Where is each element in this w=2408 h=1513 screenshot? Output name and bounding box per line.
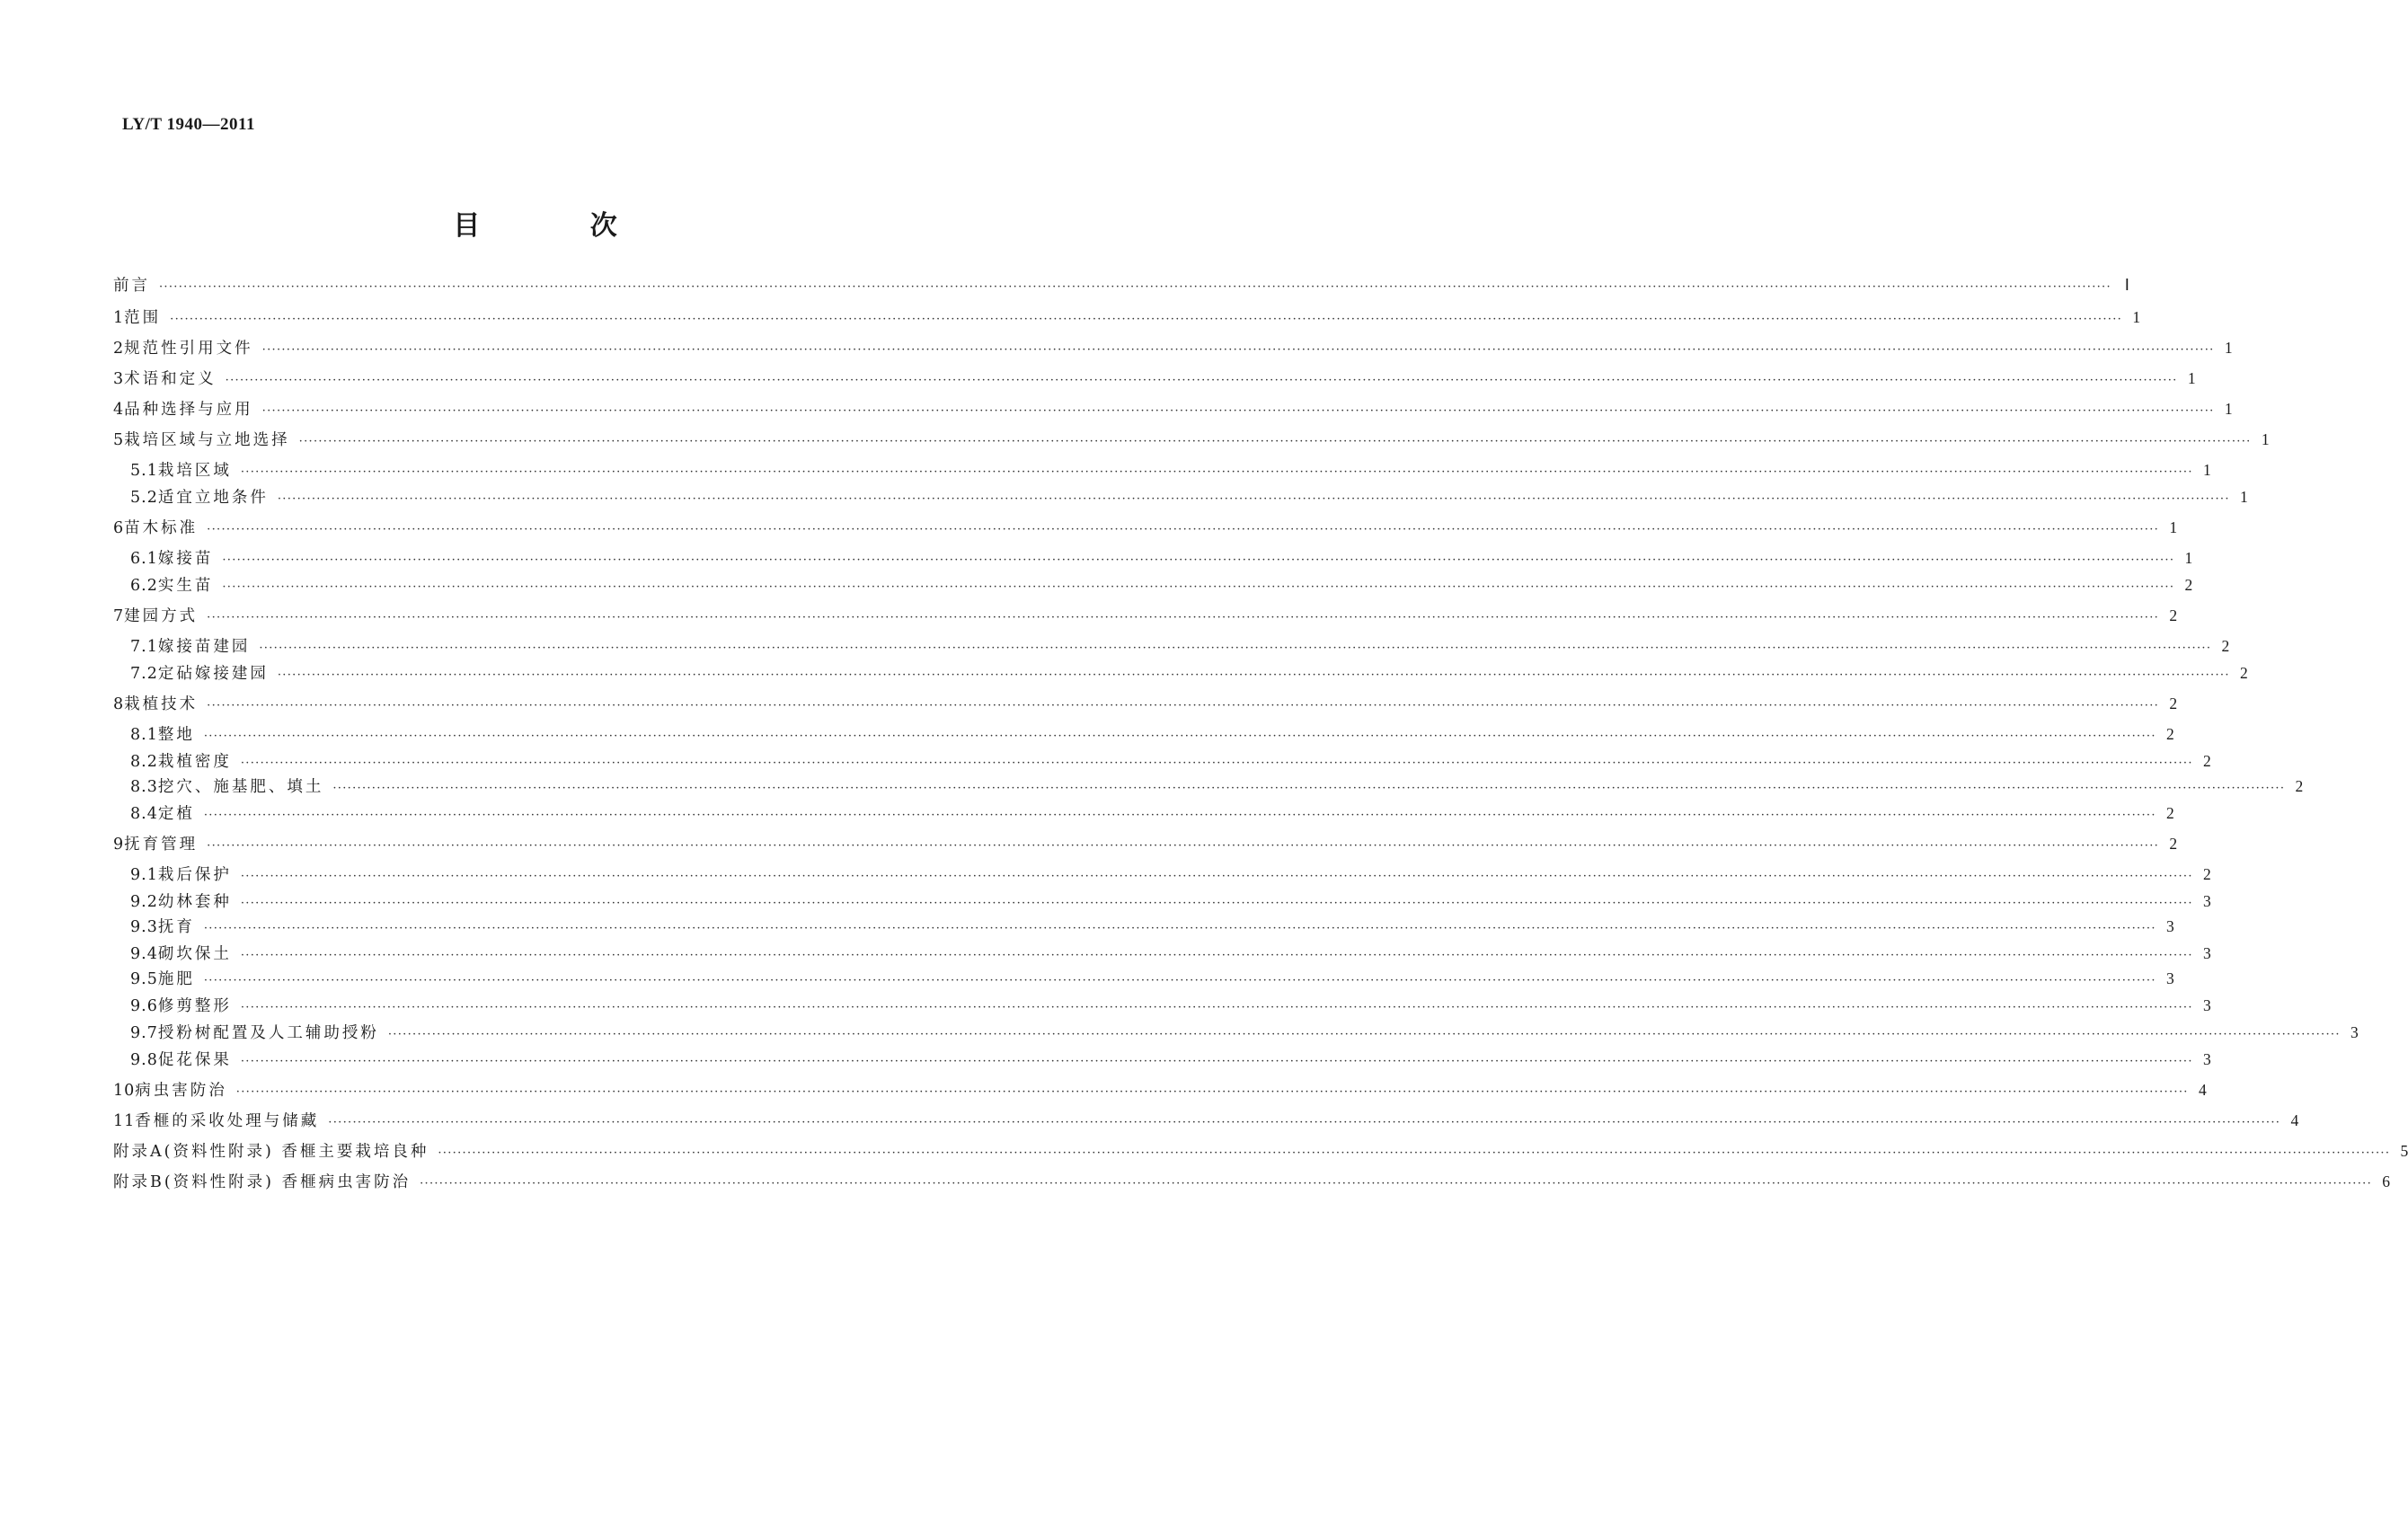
toc-entry-number: 6.1 (130, 550, 158, 568)
toc-entry-label: 建园方式 (124, 607, 199, 625)
toc-dot-leader: ················································································································································································································································································································································································································ (420, 1177, 2373, 1190)
toc-entry-label: 定砧嫁接建园 (157, 665, 269, 683)
toc-dot-leader: ················································································································································································································································································································································································································ (240, 949, 2193, 962)
toc-entry[interactable] (130, 458, 2211, 482)
toc-entry-label: 品种选择与应用 (124, 401, 253, 419)
toc-dot-leader: ················································································································································································································································································································································································································ (225, 374, 2178, 387)
toc-entry-number: 3 (113, 370, 125, 388)
toc-entry[interactable] (113, 1139, 2408, 1163)
toc-entry[interactable] (130, 863, 2211, 886)
toc-entry[interactable] (130, 801, 2174, 825)
toc-page-number: 6 (2382, 1172, 2391, 1190)
toc-dot-leader: ················································································································································································································································································································································································································ (203, 922, 2156, 935)
toc-page-number: 5 (2400, 1142, 2408, 1160)
toc-dot-leader: ················································································································································································································································································································································································································ (387, 1028, 2341, 1041)
toc-page-number: 1 (2240, 488, 2248, 506)
toc-entry-label: 实生苗 (157, 577, 214, 595)
toc-entry-label: 前言 (113, 277, 150, 295)
toc-page-number: 4 (2198, 1081, 2207, 1099)
toc-dot-leader: ················································································································································································································································································································································································································ (298, 435, 2252, 448)
toc-entry-label: 整地 (157, 726, 195, 744)
toc-dot-leader: ················································································································································································································································································································································································································ (203, 730, 2156, 743)
toc-entry[interactable] (130, 774, 2304, 798)
toc-page-number: 3 (2203, 996, 2211, 1014)
toc-entry-number: 5.1 (130, 462, 158, 480)
toc-dot-leader: ················································································································································································································································································································································································································ (240, 1001, 2193, 1014)
toc-dot-leader: ················································································································································································································································································································································································································ (170, 313, 2123, 326)
toc-page-number: 2 (2184, 576, 2193, 594)
toc-dot-leader: ················································································································································································································································································································································································································ (277, 492, 2230, 506)
toc-entry[interactable] (113, 516, 2178, 539)
toc-entry[interactable] (113, 692, 2178, 715)
toc-page-number: 3 (2350, 1023, 2359, 1041)
toc-entry-number: 8.3 (130, 778, 158, 796)
toc-entry[interactable] (113, 1078, 2207, 1102)
toc-entry-label: 规范性引用文件 (124, 340, 253, 358)
toc-entry[interactable] (113, 367, 2196, 390)
toc-entry-number: 5.2 (130, 489, 158, 507)
toc-entry-label: 幼林套种 (157, 893, 232, 911)
toc-page-number: 3 (2203, 944, 2211, 962)
toc-page-number: 1 (2203, 461, 2211, 479)
toc-entry-label: 适宜立地条件 (157, 489, 269, 507)
toc-dot-leader: ················································································································································································································································································································································································································ (240, 465, 2193, 479)
toc-entry-number: 2 (113, 340, 125, 358)
toc-entry[interactable] (130, 546, 2193, 570)
toc-dot-leader: ················································································································································································································································································································································································································ (261, 343, 2215, 357)
toc-page-number: 1 (2261, 430, 2270, 448)
toc-entry[interactable] (130, 661, 2248, 685)
toc-page-number: 2 (2221, 637, 2230, 655)
toc-page-number: 3 (2203, 1050, 2211, 1068)
toc-entry-label: 附录B(资料性附录) 香榧病虫害防治 (113, 1173, 412, 1191)
toc-entry-number: 9 (113, 836, 125, 854)
toc-entry-label: 栽培区域 (157, 462, 232, 480)
standard-code: LY/T 1940—2011 (122, 115, 255, 134)
toc-entry[interactable] (113, 604, 2178, 627)
toc-page-number: 2 (2169, 835, 2178, 853)
toc-entry[interactable] (130, 942, 2211, 965)
toc-dot-leader: ················································································································································································································································································································································································································ (222, 553, 2175, 567)
toc-entry-label: 术语和定义 (124, 370, 217, 388)
toc-page-number: 1 (2184, 549, 2193, 567)
toc-page-number: 4 (2290, 1111, 2299, 1129)
toc-entry-label: 定植 (157, 805, 195, 823)
page-title: 目 次 (453, 210, 668, 242)
toc-page-number: 2 (2203, 752, 2211, 770)
toc-dot-leader: ················································································································································································································································································································································································································ (240, 756, 2193, 770)
toc-dot-leader: ················································································································································································································································································································································································································ (159, 280, 2111, 294)
toc-page-number: 1 (2132, 308, 2141, 326)
toc-entry-label: 抚育 (157, 918, 195, 936)
toc-entry-label: 挖穴、施基肥、填土 (157, 778, 324, 796)
toc-entry-number: 10 (113, 1082, 136, 1100)
toc-page-number: 2 (2166, 725, 2174, 743)
toc-entry[interactable] (113, 305, 2141, 329)
toc-page-number: 3 (2166, 969, 2174, 987)
toc-entry-label: 苗木标准 (124, 519, 199, 537)
toc-dot-leader: ················································································································································································································································································································································································································ (203, 809, 2156, 822)
toc-entry-label: 范围 (124, 309, 162, 327)
toc-page-number: 2 (2240, 664, 2248, 682)
toc-entry-label: 嫁接苗 (157, 550, 214, 568)
toc-dot-leader: ················································································································································································································································································································································································································ (203, 974, 2156, 987)
toc-entry[interactable] (130, 1021, 2359, 1044)
toc-dot-leader: ················································································································································································································································································································································································································ (207, 699, 2160, 712)
toc-entry-label: 抚育管理 (124, 836, 199, 854)
toc-page-number: Ⅰ (2124, 276, 2129, 294)
toc-entry-label: 栽后保护 (157, 866, 232, 884)
toc-page-number: 3 (2166, 917, 2174, 935)
toc-entry-number: 9.7 (130, 1024, 158, 1042)
toc-entry-number: 8 (113, 695, 125, 713)
toc-dot-leader: ················································································································································································································································································································································································································ (207, 611, 2160, 624)
toc-entry[interactable] (130, 634, 2230, 658)
toc-page-number: 1 (2224, 339, 2233, 357)
toc-page-number: 2 (2203, 865, 2211, 883)
toc-page-number: 1 (2187, 369, 2196, 387)
toc-entry-label: 栽培区域与立地选择 (124, 431, 290, 449)
toc-entry-number: 7.1 (130, 638, 158, 656)
toc-entry[interactable] (113, 1109, 2299, 1132)
toc-dot-leader: ················································································································································································································································································································································································································ (240, 870, 2193, 883)
toc-page-number: 2 (2295, 777, 2304, 795)
toc-dot-leader: ················································································································································································································································································································································································································ (277, 668, 2230, 682)
toc-page-number: 1 (2169, 518, 2178, 536)
toc-page-number: 2 (2169, 606, 2178, 624)
toc-dot-leader: ················································································································································································································································································································································································································ (328, 1116, 2281, 1129)
toc-entry-number: 9.5 (130, 970, 158, 988)
toc-page-number: 1 (2224, 400, 2233, 418)
toc-entry-number: 6.2 (130, 577, 158, 595)
toc-entry-label: 嫁接苗建园 (157, 638, 251, 656)
toc-entry[interactable] (130, 485, 2248, 509)
toc-entry-label: 附录A(资料性附录) 香榧主要栽培良种 (113, 1143, 429, 1161)
toc-page-number: 2 (2166, 804, 2174, 822)
toc-entry-number: 7.2 (130, 665, 158, 683)
toc-entry-number: 1 (113, 309, 125, 327)
toc-entry-label: 栽植密度 (157, 753, 232, 771)
toc-entry[interactable] (113, 336, 2233, 359)
toc-entry-label: 砌坎保土 (157, 945, 232, 963)
toc-entry[interactable] (130, 573, 2193, 597)
toc-entry-label: 授粉树配置及人工辅助授粉 (157, 1024, 379, 1042)
toc-entry-number: 9.6 (130, 997, 158, 1015)
toc-entry-number: 5 (113, 431, 125, 449)
toc-entry[interactable] (130, 1048, 2211, 1071)
toc-entry-number: 7 (113, 607, 125, 625)
toc-entry[interactable] (130, 967, 2174, 990)
toc-entry[interactable] (130, 722, 2174, 746)
toc-entry[interactable] (113, 428, 2270, 451)
toc-dot-leader: ················································································································································································································································································································································································································ (222, 580, 2175, 594)
toc-entry-number: 9.1 (130, 866, 158, 884)
toc-page-number: 2 (2169, 695, 2178, 712)
toc-dot-leader: ················································································································································································································································································································································································································ (207, 839, 2160, 853)
toc-entry[interactable] (113, 397, 2233, 420)
toc-entry[interactable] (130, 749, 2211, 773)
toc-entry[interactable] (113, 832, 2178, 855)
toc-entry-label: 促花保果 (157, 1051, 232, 1069)
toc-entry-label: 栽植技术 (124, 695, 199, 713)
toc-entry-number: 8.2 (130, 753, 158, 771)
toc-entry-number: 9.4 (130, 945, 158, 963)
toc-entry-label: 修剪整形 (157, 997, 232, 1015)
toc-entry-number: 9.2 (130, 893, 158, 911)
toc-entry-number: 9.8 (130, 1051, 158, 1069)
toc-dot-leader: ················································································································································································································································································································································································································ (240, 897, 2193, 910)
toc-entry[interactable] (130, 994, 2211, 1017)
toc-dot-leader: ················································································································································································································································································································································································································ (259, 641, 2212, 655)
toc-page-number: 3 (2203, 892, 2211, 910)
toc-entry[interactable] (113, 1170, 2391, 1193)
toc-entry[interactable] (130, 889, 2211, 913)
toc-entry-number: 8.4 (130, 805, 158, 823)
toc-entry-label: 香榧的采收处理与储藏 (135, 1112, 320, 1130)
toc-dot-leader: ················································································································································································································································································································································································································ (261, 404, 2215, 418)
toc-entry[interactable] (130, 915, 2174, 938)
toc-entry[interactable] (113, 273, 2129, 296)
toc-entry-number: 8.1 (130, 726, 158, 744)
toc-entry-number: 4 (113, 401, 125, 419)
toc-dot-leader: ················································································································································································································································································································································································································ (240, 1055, 2193, 1068)
toc-entry-number: 6 (113, 519, 125, 537)
toc-entry-number: 9.3 (130, 918, 158, 936)
toc-entry-label: 施肥 (157, 970, 195, 988)
toc-dot-leader: ················································································································································································································································································································································································································ (207, 523, 2160, 536)
toc-dot-leader: ················································································································································································································································································································································································································ (438, 1146, 2391, 1160)
toc-entry-number: 11 (113, 1112, 136, 1130)
toc-dot-leader: ················································································································································································································································································································································································································ (235, 1085, 2189, 1099)
toc-dot-leader: ················································································································································································································································································································································································································ (332, 782, 2286, 795)
toc-entry-label: 病虫害防治 (135, 1082, 227, 1100)
